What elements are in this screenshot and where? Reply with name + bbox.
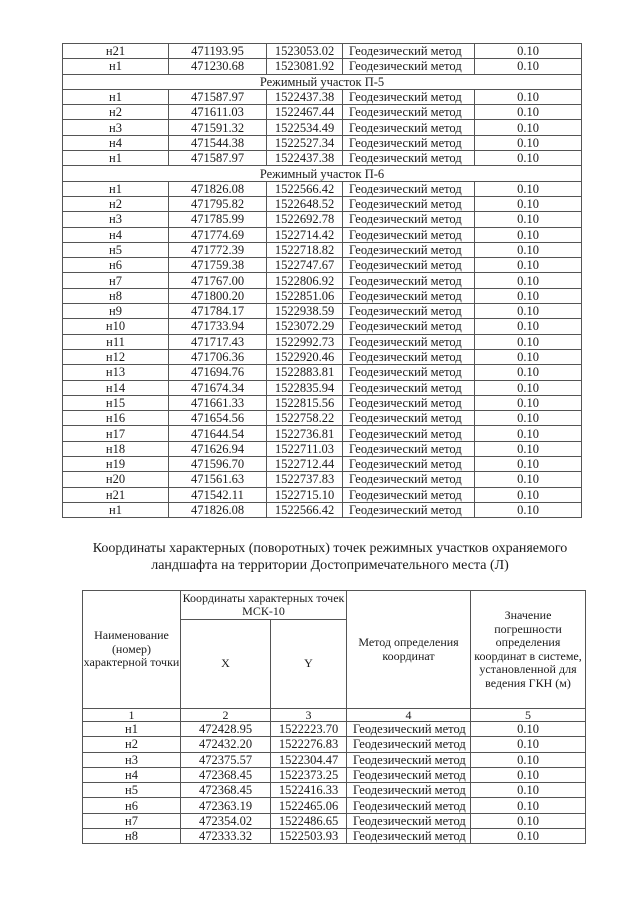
column-number-5: 5 xyxy=(471,709,586,722)
table-row xyxy=(63,288,582,303)
table-row xyxy=(63,441,582,456)
table-row xyxy=(63,411,582,426)
error-value: 0.10 xyxy=(475,151,582,166)
method: Геодезический метод xyxy=(347,752,471,767)
method: Геодезический метод xyxy=(343,59,475,74)
point-name: н1 xyxy=(63,59,169,74)
coord-x: 472368.45 xyxy=(181,767,271,782)
header-x: X xyxy=(181,620,271,709)
error-value: 0.10 xyxy=(471,829,586,844)
coord-y: 1522715.10 xyxy=(267,487,343,502)
coord-x: 472428.95 xyxy=(181,722,271,737)
coord-x: 472368.45 xyxy=(181,783,271,798)
table-row xyxy=(63,380,582,395)
coord-x: 471654.56 xyxy=(169,411,267,426)
coord-y: 1522736.81 xyxy=(267,426,343,441)
coord-x: 471759.38 xyxy=(169,258,267,273)
method: Геодезический метод xyxy=(343,151,475,166)
method: Геодезический метод xyxy=(343,502,475,517)
method: Геодезический метод xyxy=(343,457,475,472)
section-title: Режимный участок П-6 xyxy=(63,166,582,181)
table-row xyxy=(63,319,582,334)
coord-y: 1522806.92 xyxy=(267,273,343,288)
error-value: 0.10 xyxy=(475,395,582,410)
caption-line-2: ландшафта на территории Достопримечательного места (Л) xyxy=(151,558,509,573)
coord-x: 471717.43 xyxy=(169,334,267,349)
coordinates-table-body xyxy=(63,44,582,518)
coord-y: 1522276.83 xyxy=(271,737,347,752)
method: Геодезический метод xyxy=(343,304,475,319)
point-name: н14 xyxy=(63,380,169,395)
coord-y: 1522566.42 xyxy=(267,181,343,196)
method: Геодезический метод xyxy=(343,212,475,227)
method: Геодезический метод xyxy=(343,487,475,502)
coord-x: 471674.34 xyxy=(169,380,267,395)
coord-x: 471587.97 xyxy=(169,89,267,104)
point-name: н20 xyxy=(63,472,169,487)
coord-y: 1522527.34 xyxy=(267,135,343,150)
error-value: 0.10 xyxy=(475,349,582,364)
error-value: 0.10 xyxy=(475,59,582,74)
error-value: 0.10 xyxy=(475,441,582,456)
coord-x: 472363.19 xyxy=(181,798,271,813)
error-value: 0.10 xyxy=(475,334,582,349)
method: Геодезический метод xyxy=(343,196,475,211)
method: Геодезический метод xyxy=(343,365,475,380)
method: Геодезический метод xyxy=(343,181,475,196)
coord-x: 471587.97 xyxy=(169,151,267,166)
column-number-4: 4 xyxy=(347,709,471,722)
coord-y: 1522711.03 xyxy=(267,441,343,456)
method: Геодезический метод xyxy=(343,242,475,257)
column-number-2: 2 xyxy=(181,709,271,722)
point-name: н1 xyxy=(83,722,181,737)
method: Геодезический метод xyxy=(343,380,475,395)
method: Геодезический метод xyxy=(343,441,475,456)
coord-y: 1522437.38 xyxy=(267,151,343,166)
coord-x: 471230.68 xyxy=(169,59,267,74)
table-row xyxy=(63,304,582,319)
table-row xyxy=(83,767,586,782)
error-value: 0.10 xyxy=(475,89,582,104)
coord-x: 471193.95 xyxy=(169,44,267,59)
point-name: н8 xyxy=(83,829,181,844)
error-value: 0.10 xyxy=(475,380,582,395)
error-value: 0.10 xyxy=(475,411,582,426)
point-name: н5 xyxy=(83,783,181,798)
coord-y: 1522718.82 xyxy=(267,242,343,257)
error-value: 0.10 xyxy=(475,319,582,334)
point-name: н21 xyxy=(63,487,169,502)
point-name: н8 xyxy=(63,288,169,303)
coord-y: 1522373.25 xyxy=(271,767,347,782)
table-row xyxy=(83,722,586,737)
table-row xyxy=(63,212,582,227)
point-name: н1 xyxy=(63,89,169,104)
column-number-1: 1 xyxy=(83,709,181,722)
coord-x: 471644.54 xyxy=(169,426,267,441)
point-name: н4 xyxy=(83,767,181,782)
error-value: 0.10 xyxy=(475,212,582,227)
table-row xyxy=(63,349,582,364)
point-name: н1 xyxy=(63,181,169,196)
coord-x: 471733.94 xyxy=(169,319,267,334)
point-name: н3 xyxy=(83,752,181,767)
coord-y: 1522938.59 xyxy=(267,304,343,319)
coord-y: 1522304.47 xyxy=(271,752,347,767)
table-row xyxy=(63,44,582,59)
coord-x: 471785.99 xyxy=(169,212,267,227)
error-value: 0.10 xyxy=(471,722,586,737)
coord-x: 471767.00 xyxy=(169,273,267,288)
table-row xyxy=(63,105,582,120)
method: Геодезический метод xyxy=(343,44,475,59)
error-value: 0.10 xyxy=(471,798,586,813)
method: Геодезический метод xyxy=(343,89,475,104)
point-name: н1 xyxy=(63,151,169,166)
coord-x: 471611.03 xyxy=(169,105,267,120)
coord-x: 471661.33 xyxy=(169,395,267,410)
coord-y: 1522534.49 xyxy=(267,120,343,135)
coord-y: 1522747.67 xyxy=(267,258,343,273)
table-header xyxy=(83,591,586,722)
coord-x: 471774.69 xyxy=(169,227,267,242)
point-name: н4 xyxy=(63,227,169,242)
error-value: 0.10 xyxy=(475,227,582,242)
header-point-name: Наименование (номер) характерной точки xyxy=(83,591,181,709)
table-row xyxy=(63,487,582,502)
error-value: 0.10 xyxy=(471,767,586,782)
error-value: 0.10 xyxy=(475,472,582,487)
section-row xyxy=(63,166,582,181)
coord-y: 1522692.78 xyxy=(267,212,343,227)
table-row xyxy=(63,59,582,74)
header-coords-group: Координаты характерных точек МСК-10 xyxy=(181,591,347,620)
method: Геодезический метод xyxy=(343,120,475,135)
coord-y: 1522714.42 xyxy=(267,227,343,242)
table-row xyxy=(63,395,582,410)
table-row xyxy=(63,273,582,288)
coord-x: 471561.63 xyxy=(169,472,267,487)
coord-y: 1522851.06 xyxy=(267,288,343,303)
error-value: 0.10 xyxy=(471,783,586,798)
method: Геодезический метод xyxy=(343,227,475,242)
table-row xyxy=(63,151,582,166)
point-name: н7 xyxy=(83,813,181,828)
error-value: 0.10 xyxy=(475,196,582,211)
point-name: н2 xyxy=(83,737,181,752)
point-name: н13 xyxy=(63,365,169,380)
coord-x: 471596.70 xyxy=(169,457,267,472)
landscape-coordinates-table xyxy=(82,590,586,844)
table-row xyxy=(63,181,582,196)
point-name: н6 xyxy=(83,798,181,813)
error-value: 0.10 xyxy=(471,813,586,828)
point-name: н16 xyxy=(63,411,169,426)
coord-x: 471784.17 xyxy=(169,304,267,319)
table-row xyxy=(63,120,582,135)
header-method: Метод определения координат xyxy=(347,591,471,709)
method: Геодезический метод xyxy=(343,258,475,273)
error-value: 0.10 xyxy=(475,105,582,120)
coord-x: 472333.32 xyxy=(181,829,271,844)
point-name: н18 xyxy=(63,441,169,456)
coord-y: 1522416.33 xyxy=(271,783,347,798)
error-value: 0.10 xyxy=(471,752,586,767)
coord-y: 1522815.56 xyxy=(267,395,343,410)
coord-x: 472375.57 xyxy=(181,752,271,767)
method: Геодезический метод xyxy=(347,737,471,752)
coord-x: 471706.36 xyxy=(169,349,267,364)
method: Геодезический метод xyxy=(343,395,475,410)
coord-y: 1522465.06 xyxy=(271,798,347,813)
table-row xyxy=(63,135,582,150)
error-value: 0.10 xyxy=(475,288,582,303)
point-name: н2 xyxy=(63,105,169,120)
table-row xyxy=(83,798,586,813)
coord-y: 1522437.38 xyxy=(267,89,343,104)
method: Геодезический метод xyxy=(347,798,471,813)
column-number-3: 3 xyxy=(271,709,347,722)
point-name: н17 xyxy=(63,426,169,441)
table-caption xyxy=(70,540,590,574)
point-name: н1 xyxy=(63,502,169,517)
coord-y: 1522835.94 xyxy=(267,380,343,395)
method: Геодезический метод xyxy=(343,472,475,487)
point-name: н10 xyxy=(63,319,169,334)
method: Геодезический метод xyxy=(343,105,475,120)
method: Геодезический метод xyxy=(347,829,471,844)
point-name: н2 xyxy=(63,196,169,211)
point-name: н3 xyxy=(63,120,169,135)
coord-y: 1522737.83 xyxy=(267,472,343,487)
table-row xyxy=(63,258,582,273)
coord-y: 1523053.02 xyxy=(267,44,343,59)
coord-x: 471826.08 xyxy=(169,502,267,517)
point-name: н11 xyxy=(63,334,169,349)
coord-x: 471544.38 xyxy=(169,135,267,150)
point-name: н4 xyxy=(63,135,169,150)
header-error: Значение погрешности определения координат в системе, установленной для ведения ГКН (м) xyxy=(471,591,586,709)
method: Геодезический метод xyxy=(343,334,475,349)
coord-x: 471772.39 xyxy=(169,242,267,257)
coord-y: 1522920.46 xyxy=(267,349,343,364)
point-name: н15 xyxy=(63,395,169,410)
coord-y: 1522503.93 xyxy=(271,829,347,844)
coord-y: 1522712.44 xyxy=(267,457,343,472)
coord-x: 471826.08 xyxy=(169,181,267,196)
coord-x: 471694.76 xyxy=(169,365,267,380)
error-value: 0.10 xyxy=(475,365,582,380)
table-row xyxy=(63,227,582,242)
table-row xyxy=(83,737,586,752)
coordinates-table-continued xyxy=(62,43,582,518)
error-value: 0.10 xyxy=(475,44,582,59)
error-value: 0.10 xyxy=(475,502,582,517)
coord-y: 1522648.52 xyxy=(267,196,343,211)
table-row xyxy=(63,426,582,441)
error-value: 0.10 xyxy=(475,181,582,196)
table-row xyxy=(83,783,586,798)
table-row xyxy=(83,829,586,844)
point-name: н3 xyxy=(63,212,169,227)
point-name: н6 xyxy=(63,258,169,273)
method: Геодезический метод xyxy=(347,767,471,782)
method: Геодезический метод xyxy=(347,783,471,798)
table-row xyxy=(83,752,586,767)
error-value: 0.10 xyxy=(475,120,582,135)
landscape-table-body xyxy=(83,722,586,844)
table-row xyxy=(63,196,582,211)
coord-x: 471591.32 xyxy=(169,120,267,135)
error-value: 0.10 xyxy=(471,737,586,752)
caption-line-1: Координаты характерных (поворотных) точек режимных участков охраняемого xyxy=(92,541,568,556)
coord-x: 471626.94 xyxy=(169,441,267,456)
error-value: 0.10 xyxy=(475,135,582,150)
method: Геодезический метод xyxy=(347,813,471,828)
coord-y: 1523072.29 xyxy=(267,319,343,334)
point-name: н12 xyxy=(63,349,169,364)
method: Геодезический метод xyxy=(343,349,475,364)
table-row xyxy=(63,502,582,517)
header-y: Y xyxy=(271,620,347,709)
error-value: 0.10 xyxy=(475,426,582,441)
method: Геодезический метод xyxy=(343,288,475,303)
error-value: 0.10 xyxy=(475,273,582,288)
error-value: 0.10 xyxy=(475,242,582,257)
error-value: 0.10 xyxy=(475,487,582,502)
point-name: н19 xyxy=(63,457,169,472)
table-row xyxy=(63,334,582,349)
coord-y: 1522566.42 xyxy=(267,502,343,517)
coord-y: 1522467.44 xyxy=(267,105,343,120)
point-name: н21 xyxy=(63,44,169,59)
method: Геодезический метод xyxy=(343,135,475,150)
coord-y: 1522758.22 xyxy=(267,411,343,426)
error-value: 0.10 xyxy=(475,457,582,472)
coord-x: 472354.02 xyxy=(181,813,271,828)
coord-x: 471795.82 xyxy=(169,196,267,211)
table-row xyxy=(63,89,582,104)
point-name: н9 xyxy=(63,304,169,319)
table-row xyxy=(63,472,582,487)
table-row xyxy=(83,813,586,828)
point-name: н7 xyxy=(63,273,169,288)
coord-y: 1522486.65 xyxy=(271,813,347,828)
section-title: Режимный участок П-5 xyxy=(63,74,582,89)
method: Геодезический метод xyxy=(343,411,475,426)
coord-y: 1522992.73 xyxy=(267,334,343,349)
method: Геодезический метод xyxy=(343,273,475,288)
coord-x: 471542.11 xyxy=(169,487,267,502)
section-row xyxy=(63,74,582,89)
method: Геодезический метод xyxy=(343,426,475,441)
coord-x: 471800.20 xyxy=(169,288,267,303)
error-value: 0.10 xyxy=(475,304,582,319)
method: Геодезический метод xyxy=(347,722,471,737)
coord-y: 1523081.92 xyxy=(267,59,343,74)
error-value: 0.10 xyxy=(475,258,582,273)
method: Геодезический метод xyxy=(343,319,475,334)
table-row xyxy=(63,242,582,257)
table-row xyxy=(63,365,582,380)
coord-y: 1522223.70 xyxy=(271,722,347,737)
coord-x: 472432.20 xyxy=(181,737,271,752)
table-row xyxy=(63,457,582,472)
coord-y: 1522883.81 xyxy=(267,365,343,380)
point-name: н5 xyxy=(63,242,169,257)
